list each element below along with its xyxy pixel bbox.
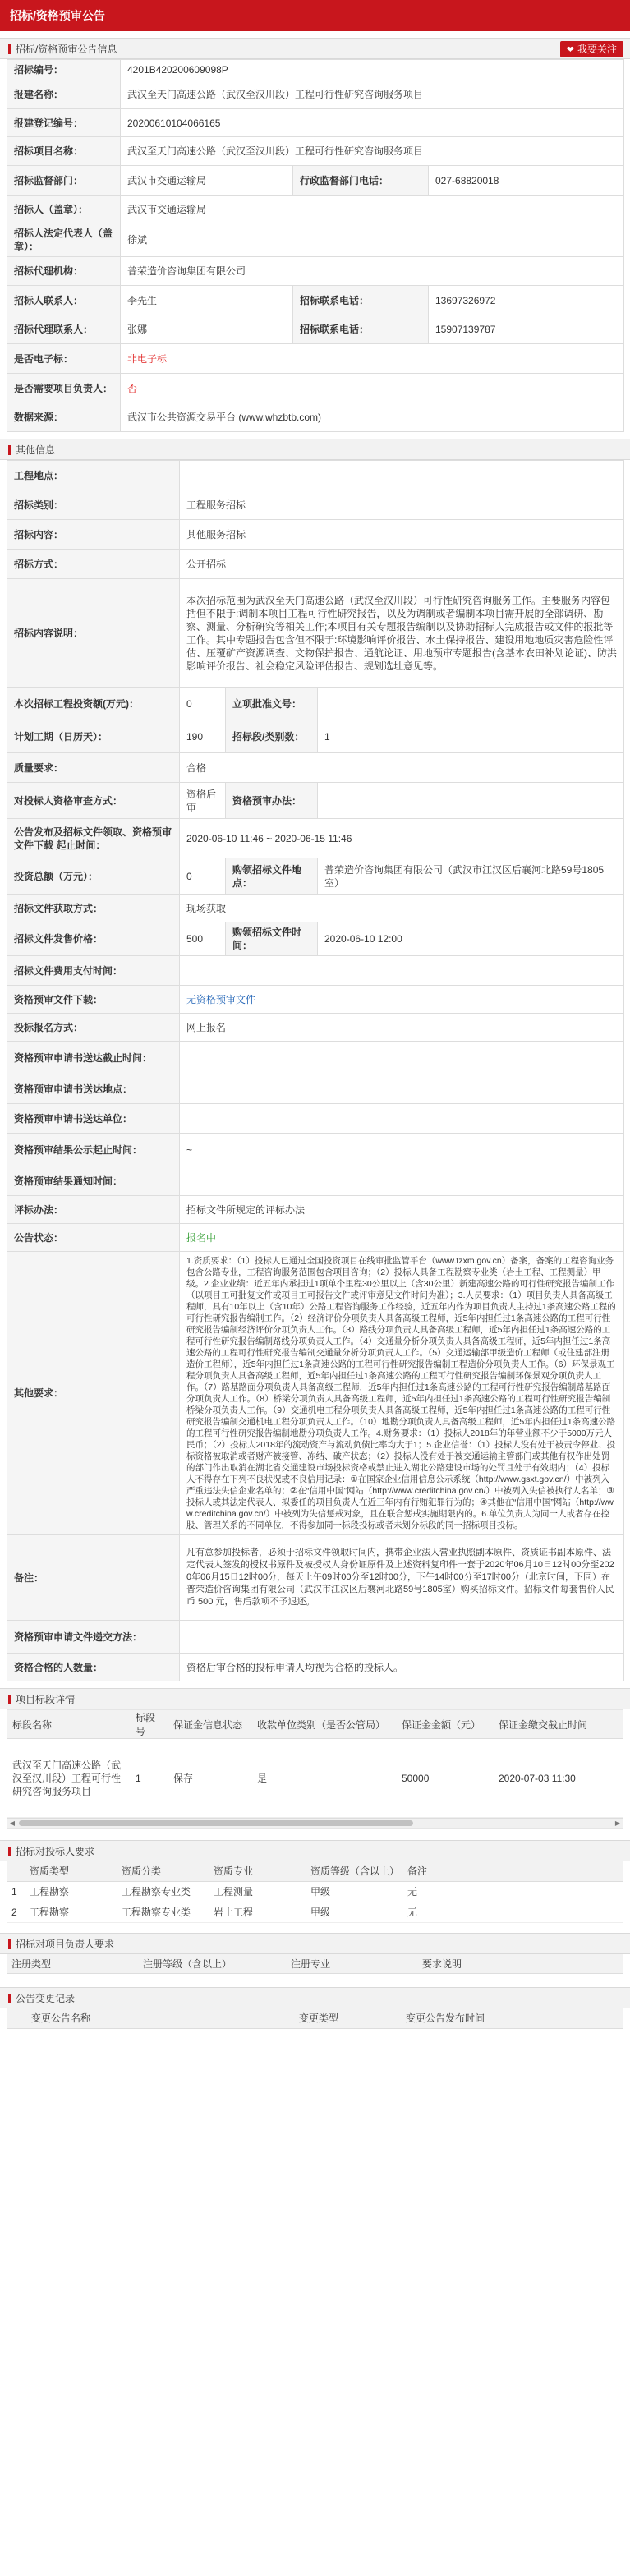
location-value xyxy=(180,461,624,490)
section-leader-header xyxy=(0,1933,630,1954)
supervisor-value: 武汉市交通运输局 xyxy=(121,166,293,196)
field-label: 招标编号： xyxy=(7,60,121,80)
field-label: 公告发布及招标文件领取、资格预审文件下载 起止时间： xyxy=(7,819,180,858)
agent-phone-value: 15907139787 xyxy=(429,315,624,344)
column-header: 变更公告发布时间 xyxy=(401,2008,623,2028)
field-label: 工程地点： xyxy=(7,461,180,490)
field-label: 招标类别： xyxy=(7,490,180,520)
contact-phone-value: 13697326972 xyxy=(429,286,624,315)
qual-level-cell: 甲级 xyxy=(306,1902,402,1922)
filed-value xyxy=(318,688,624,720)
method-value: 公开招标 xyxy=(180,550,624,579)
register-method-value: 网上报名 xyxy=(180,1014,624,1042)
doc-price-value: 500 xyxy=(180,922,226,956)
section-no-cell: 1 xyxy=(131,1739,168,1818)
section-bar-icon xyxy=(8,445,11,455)
field-label: 资格预审办法： xyxy=(226,783,318,819)
section-change-header xyxy=(0,1987,630,2008)
column-header: 标段名称 xyxy=(7,1710,131,1739)
change-table xyxy=(7,2008,623,2029)
field-label: 本次招标工程投资额(万元)： xyxy=(7,688,180,720)
prequal-deadline-value xyxy=(180,1042,624,1074)
field-label: 招标方式： xyxy=(7,550,180,579)
evaluation-value: 招标文件所规定的评标办法 xyxy=(180,1196,624,1224)
table-row xyxy=(7,1902,623,1922)
prequal-unit-value xyxy=(180,1104,624,1134)
column-header: 资质类型 xyxy=(25,1861,117,1881)
field-label: 招标联系电话： xyxy=(293,315,429,344)
field-label: 评标办法： xyxy=(7,1196,180,1224)
column-header: 资质等级（含以上） xyxy=(306,1861,402,1881)
scroll-thumb[interactable] xyxy=(19,1820,413,1826)
field-label: 是否需要项目负责人： xyxy=(7,374,121,403)
field-label: 招标文件发售价格： xyxy=(7,922,180,956)
announcement-table xyxy=(7,59,624,432)
category-value: 工程服务招标 xyxy=(180,490,624,520)
e-bid-value: 非电子标 xyxy=(121,344,624,374)
agency-value: 普荣造价咨询集团有限公司 xyxy=(121,257,624,286)
row-index: 1 xyxy=(7,1881,25,1902)
qual-major-cell: 工程测量 xyxy=(209,1881,306,1902)
deposit-status-cell: 保存 xyxy=(168,1739,252,1818)
qual-type-cell: 工程勘察 xyxy=(25,1881,117,1902)
column-header: 变更类型 xyxy=(294,2008,401,2028)
prequal-publicity-value: ~ xyxy=(180,1134,624,1166)
section-detail-header xyxy=(0,439,630,460)
qual-type-cell: 工程勘察 xyxy=(25,1902,117,1922)
field-label: 招标代理联系人： xyxy=(7,315,121,344)
field-label: 资格预审结果通知时间： xyxy=(7,1166,180,1196)
column-header: 变更公告名称 xyxy=(7,2008,294,2028)
section-title: 公告变更记录 xyxy=(16,1993,76,2004)
remark-value: 凡有意参加投标者，必须于招标文件领取时间内，携带企业法人营业执照副本原件、资质证书副本原件、法定代表人签发的授权书原件及被授权人身份证原件及上述资料复印件一套于2020年06月10日12时00分至2020年06月15日12时00分，每天上午09时00分至12时00分，下午14时00分至17时00分（北京时间，下同）在普荣造价咨询集团有限公司（武汉市江汉区后襄河北路59号1805室）购买招标文件。招标文件每套售价人民币 500 元，售后款项不予退还。 xyxy=(180,1535,624,1621)
prequal-notice-value xyxy=(180,1166,624,1196)
field-label: 资格合格的人数量： xyxy=(7,1654,180,1681)
project-name-value: 武汉至天门高速公路（武汉至汉川段）工程可行性研究咨询服务项目 xyxy=(121,80,624,109)
field-label: 招标项目名称： xyxy=(7,137,121,166)
page-title: 招标/资格预审公告 xyxy=(0,0,630,31)
field-label: 是否电子标： xyxy=(7,344,121,374)
field-label: 资格预审申请书送达地点： xyxy=(7,1074,180,1104)
field-label: 招标人（盖章）： xyxy=(7,196,121,223)
field-label: 招标内容： xyxy=(7,520,180,550)
leader-table xyxy=(7,1954,623,1975)
doc-fee-value xyxy=(180,956,624,986)
section-bar-icon xyxy=(8,1994,11,2003)
qual-category-cell: 工程勘察专业类 xyxy=(117,1902,209,1922)
field-label: 行政监督部门电话： xyxy=(293,166,429,196)
section-bar-icon xyxy=(8,44,11,54)
table-row xyxy=(7,1881,623,1902)
qualified-count-value: 资格后审合格的投标申请人均视为合格的投标人。 xyxy=(180,1654,624,1681)
field-label: 招标监督部门： xyxy=(7,166,121,196)
qual-method-value: 资格后审 xyxy=(180,783,226,819)
column-header: 保证金金额（元） xyxy=(397,1710,494,1739)
deposit-deadline-cell: 2020-07-03 11:30 xyxy=(494,1739,623,1818)
column-header: 资质分类 xyxy=(117,1861,209,1881)
favorite-button[interactable] xyxy=(560,41,623,58)
section-sections-header xyxy=(0,1688,630,1709)
period-value: 190 xyxy=(180,720,226,753)
investment-value: 0 xyxy=(180,688,226,720)
section-qual-header xyxy=(0,1840,630,1861)
field-label: 资格预审申请文件递交方法： xyxy=(7,1621,180,1654)
field-label: 招标联系电话： xyxy=(293,286,429,315)
notice-period-value: 2020-06-10 11:46 ~ 2020-06-15 11:46 xyxy=(180,819,624,858)
detail-table xyxy=(7,460,624,1681)
legal-rep-value: 徐斌 xyxy=(121,223,624,257)
qual-table xyxy=(7,1861,623,1923)
field-label: 报建名称： xyxy=(7,80,121,109)
field-label: 招标人联系人： xyxy=(7,286,121,315)
section-title: 招标对项目负责人要求 xyxy=(16,1938,115,1950)
field-label: 资格预审申请书送达单位： xyxy=(7,1104,180,1134)
field-label: 报建登记编号： xyxy=(7,109,121,137)
field-label: 资格预审文件下载： xyxy=(7,986,180,1014)
content-value: 其他服务招标 xyxy=(180,520,624,550)
field-label: 招标代理机构： xyxy=(7,257,121,286)
need-leader-value: 否 xyxy=(121,374,624,403)
field-label: 投资总额（万元）： xyxy=(7,858,180,895)
qual-category-cell: 工程勘察专业类 xyxy=(117,1881,209,1902)
field-label: 资格预审申请书送达截止时间： xyxy=(7,1042,180,1074)
section-bar-icon xyxy=(8,1847,11,1856)
section-title: 其他信息 xyxy=(16,444,56,456)
reg-no-value: 20200610104066165 xyxy=(121,109,624,137)
field-label: 质量要求： xyxy=(7,753,180,783)
heart-icon: ❤ xyxy=(566,45,574,55)
field-label: 招标文件费用支付时间： xyxy=(7,956,180,986)
field-label: 计划工期（日历天）： xyxy=(7,720,180,753)
field-label: 数据来源： xyxy=(7,403,121,432)
agent-contact-value: 张娜 xyxy=(121,315,293,344)
field-label: 购领招标文件时间： xyxy=(226,922,318,956)
deposit-amount-cell: 50000 xyxy=(397,1739,494,1818)
payee-type-cell: 是 xyxy=(252,1739,397,1818)
column-header: 要求说明 xyxy=(417,1954,623,1974)
field-label: 资格预审结果公示起止时间： xyxy=(7,1134,180,1166)
field-label: 购领招标文件地点： xyxy=(226,858,318,895)
section-bar-icon xyxy=(8,1695,11,1704)
section-title: 项目标段详情 xyxy=(16,1694,76,1705)
scroll-left-icon[interactable]: ◀ xyxy=(9,1819,16,1827)
prequal-download-link[interactable]: 无资格预审文件 xyxy=(180,986,624,1014)
column-header: 收款单位类别（是否公管局） xyxy=(252,1710,397,1739)
source-value[interactable]: 武汉市公共资源交易平台 (www.whzbtb.com) xyxy=(121,403,624,432)
admin-phone-value: 027-68820018 xyxy=(429,166,624,196)
column-header: 保证金缴交截止时间 xyxy=(494,1710,623,1739)
tenderee-value: 武汉市交通运输局 xyxy=(121,196,624,223)
section-bar-icon xyxy=(8,1939,11,1949)
field-label: 投标报名方式： xyxy=(7,1014,180,1042)
column-header xyxy=(7,1861,25,1881)
deposit-value: 0 xyxy=(180,858,226,895)
column-header: 保证金信息状态 xyxy=(168,1710,252,1739)
field-label: 对投标人资格审查方式： xyxy=(7,783,180,819)
table-row xyxy=(7,1739,623,1818)
horizontal-scrollbar[interactable] xyxy=(7,1818,623,1828)
sections-table xyxy=(7,1710,623,1818)
prequal-place-value xyxy=(180,1074,624,1104)
column-header: 资质专业 xyxy=(209,1861,306,1881)
qual-level-cell: 甲级 xyxy=(306,1881,402,1902)
contact-value: 李先生 xyxy=(121,286,293,315)
column-header: 备注 xyxy=(402,1861,623,1881)
qual-major-cell: 岩土工程 xyxy=(209,1902,306,1922)
field-label: 招标人法定代表人（盖章）： xyxy=(7,223,121,257)
field-label: 公告状态： xyxy=(7,1224,180,1252)
qual-remark-cell: 无 xyxy=(402,1902,623,1922)
section-title: 招标对投标人要求 xyxy=(16,1846,95,1857)
column-header: 注册等级（含以上） xyxy=(138,1954,286,1974)
other-req-value: 1.资质要求：（1）投标人已通过全国投资项目在线审批监管平台（www.tzxm.gov.cn）备案，备案的工程咨询业务包含公路专业，工程咨询服务范围包含项目咨询；（2）投标人具备工程勘察专业类（岩土工程、工程测量）甲级。2.企业业绩：近五年内承担过1项单个里程30公里以上（含30公里）新建高速公路的可行性研究报告编制工作（以项目工可批复文件或项目工可报告文件或评审意见文件时间为准）；3.人员要求：（1）项目负责人具备高级工程师，具有10年以上（含10年）公路工程咨询服务工作经验，近五年内作为项目负责人主持过1条高速公路工程的可行性研究报告编制工作。（2）经济评价分项负责人具备高级工程师，近5年内担任过1条高速公路的工程可行性研究报告编制经济评价分项负责人工作。（3）路线分项负责人具备高级工程师，近5年内担任过1条高速公路的工程可行性研究报告编制路线分项负责人工作。（4）交通量分析分项负责人具备高级工程师，近5年内担任过1条高速公路的工程可行性研究报告编制交通量分析分项负责人工作。（5）交通运输部甲级造价工程师（或住建部注册造价工程师），近5年内担任过1条高速公路的工程可行性研究报告编制工程造价分项负责人工作。（6）环保景观工程分项负责人具备高级工程师，近5年内担任过1条高速公路的工程可行性研究报告编制环保景观分项负责人工作。（7）路基路面分项负责人具备高级工程师，近5年内担任过1条高速公路的工程可行性研究报告编制路基路面分项负责人工作。（8）桥梁分项负责人具备高级工程师，近5年内担任过1条高速公路的工程可行性研究报告编制桥梁分项负责人工作。（9）交通机电工程分项负责人具备高级工程师，近5年内担任过1条高速公路的工程可行性研究报告编制交通机电工程分项负责人工作。（10）地勘分项负责人具备高级工程师，近5年内担任过1条高速公路的工程可行性研究报告编制地勘分项负责人工作。4.财务要求：（1）投标人2018年的年营业额不少于5000万元人民币；（2）投标人2018年的流动资产与流动负债比率均大于1；5.企业信誉：（1）投标人没有处于被责令停业、投标资格被取消或者财产被接管、冻结、破产状态；（2）投标人没有处于被交通运输主管部门或其他有权作出处罚的部门作出取消在湖北省交通建设市场投标资格或禁止进入湖北公路建设市场的处罚且处于有效期内；（4）投标人不得存在下列不良状况或不良信用记录：①在国家企业信用信息公示系统（http://www.gsxt.gov.cn/）中被列入严重违法失信企业名单的；②在“信用中国”网站（http://www.creditchina.gov.cn/）中被列入失信被执行人名单；③投标人或其法定代表人、拟委任的项目负责人在近三年内有行贿犯罪行为的；④其他在“信用中国”网站（http://www.creditchina.gov.cn/）中被列为失信惩戒对象，且在联合惩戒实施期限内的。6.单位负责人为同一人或者存在控股、管理关系的不同单位，不得参加同一标段投标或者未划分标段的同一招标项目投标。 xyxy=(180,1252,624,1535)
field-label: 备注： xyxy=(7,1535,180,1621)
status-badge: 报名中 xyxy=(180,1224,624,1252)
field-label: 立项批准文号： xyxy=(226,688,318,720)
column-header: 注册专业 xyxy=(286,1954,417,1974)
bid-no-value: 4201B420200609098P xyxy=(121,60,624,80)
bid-project-value: 武汉至天门高速公路（武汉至汉川段）工程可行性研究咨询服务项目 xyxy=(121,137,624,166)
column-header: 注册类型 xyxy=(7,1954,138,1974)
field-label: 其他要求： xyxy=(7,1252,180,1535)
doc-method-value: 现场获取 xyxy=(180,895,624,922)
section-title: 招标/资格预审公告信息 xyxy=(16,44,117,55)
sections-scroll-container[interactable] xyxy=(7,1709,623,1828)
sections-value: 1 xyxy=(318,720,624,753)
column-header: 标段号 xyxy=(131,1710,168,1739)
field-label: 招标段/类别数： xyxy=(226,720,318,753)
scope-value: 本次招标范围为武汉至天门高速公路（武汉至汉川段）可行性研究咨询服务工作。主要服务内容包括但不限于:调制本项目工程可行性研究报告，以及为调制或者编制本项目需开展的全部调研、勘察、测量、分析研究等相关工作;本项目有关专题报告编制以及协助招标人完成报告或文件的报批等工作。其中专题报告包含但不限于:环境影响评价报告、水土保持报告、建设用地地质灾害危险性评估、压覆矿产资源调查、文物保护报告、通航论证、用地预审专题报告(含基本农田补划论证)、防洪影响评价报告、社会稳定风险评估报告、规划选址意见等。 xyxy=(180,579,624,688)
field-label: 招标文件获取方式： xyxy=(7,895,180,922)
prequal-submit-value xyxy=(180,1621,624,1654)
scroll-right-icon[interactable]: ▶ xyxy=(614,1819,621,1827)
quality-value: 合格 xyxy=(180,753,624,783)
section-announcement-header xyxy=(0,38,630,59)
field-label: 招标内容说明： xyxy=(7,579,180,688)
doc-seller-value: 普荣造价咨询集团有限公司（武汉市江汉区后襄河北路59号1805室） xyxy=(318,858,624,895)
qual-office-value xyxy=(318,783,624,819)
qual-remark-cell: 无 xyxy=(402,1881,623,1902)
row-index: 2 xyxy=(7,1902,25,1922)
favorite-label: 我要关注 xyxy=(577,44,617,55)
doc-time-value: 2020-06-10 12:00 xyxy=(318,922,624,956)
section-name-cell: 武汉至天门高速公路（武汉至汉川段）工程可行性研究咨询服务项目 xyxy=(7,1739,131,1818)
